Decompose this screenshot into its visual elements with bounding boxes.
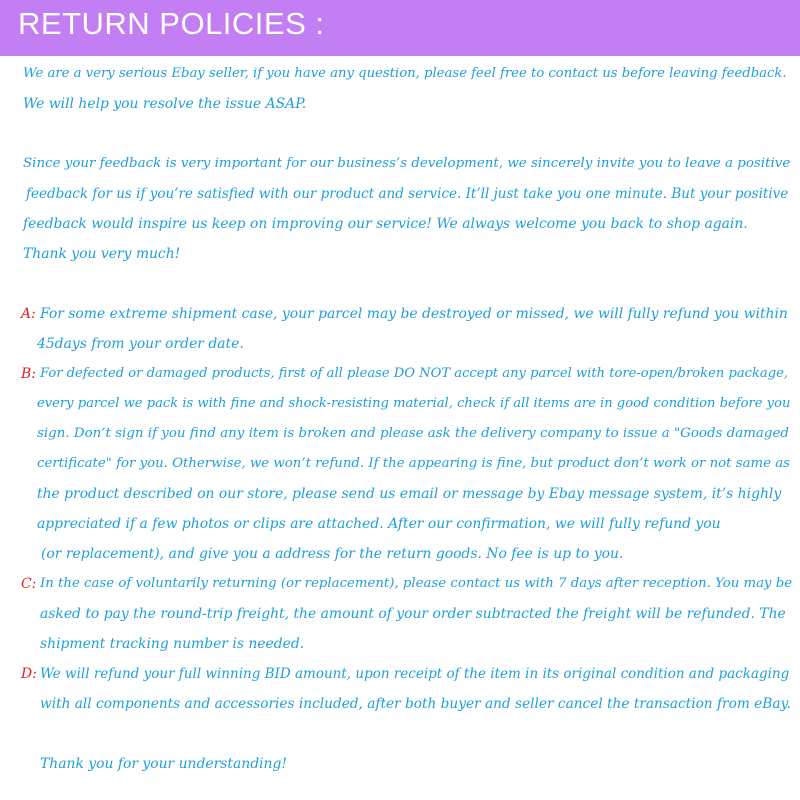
- policy-c-label: C:: [21, 576, 37, 592]
- policy-a-label: A:: [21, 306, 36, 322]
- policy-a-line: For some extreme shipment case, your parcel may be destroyed or missed, we will fully refund you within: [40, 306, 788, 322]
- closing-thanks: Thank you for your understanding!: [40, 756, 287, 772]
- policy-b-line: For defected or damaged products, first of all please DO NOT accept any parcel with tore-open/broken package,: [40, 366, 789, 381]
- policy-c-line: shipment tracking number is needed.: [40, 636, 305, 652]
- policy-b-line: certificate" for you. Otherwise, we won’t refund. If the appearing is fine, but product don’t work or not same as: [37, 456, 790, 471]
- page-title: RETURN POLICIES :: [18, 6, 325, 41]
- policy-d-line: with all components and accessories included, after both buyer and seller cancel the transaction from eBay.: [40, 696, 791, 712]
- policy-a-line: 45days from your order date.: [37, 336, 244, 352]
- policy-b-line: (or replacement), and give you a address for the return goods. No fee is up to you.: [41, 546, 624, 562]
- feedback-line-2: feedback for us if you’re satisfied with our product and service. It’ll just take you one minute. But your positive: [26, 186, 789, 202]
- policy-d-label: D:: [21, 666, 37, 682]
- policy-b-line: appreciated if a few photos or clips are attached. After our confirmation, we will fully refund you: [37, 516, 721, 532]
- policy-b-line: the product described on our store, please send us email or message by Ebay message system, it’s highly: [37, 486, 782, 502]
- intro-line-2: We will help you resolve the issue ASAP.: [23, 96, 307, 112]
- feedback-line-1: Since your feedback is very important for our business’s development, we sincerely invite you to leave a positive: [23, 156, 791, 171]
- intro-line-1: We are a very serious Ebay seller, if you have any question, please feel free to contact us before leaving feedback.: [23, 66, 787, 81]
- feedback-line-3: feedback would inspire us keep on improving our service! We always welcome you back to shop again.: [23, 216, 748, 232]
- header-banner: [0, 0, 800, 56]
- policy-b-line: sign. Don’t sign if you find any item is broken and please ask the delivery company to issue a "Goods damaged: [37, 426, 789, 441]
- policy-c-line: In the case of voluntarily returning (or replacement), please contact us with 7 days after reception. You may be: [40, 576, 793, 591]
- policy-d-line: We will refund your full winning BID amount, upon receipt of the item in its original condition and packaging: [40, 666, 790, 682]
- thank-you-line: Thank you very much!: [23, 246, 181, 262]
- policy-b-label: B:: [21, 366, 36, 382]
- policy-c-line: asked to pay the round-trip freight, the amount of your order subtracted the freight will be refunded. The: [40, 606, 786, 622]
- policy-b-line: every parcel we pack is with fine and shock-resisting material, check if all items are in good condition before you: [37, 396, 791, 411]
